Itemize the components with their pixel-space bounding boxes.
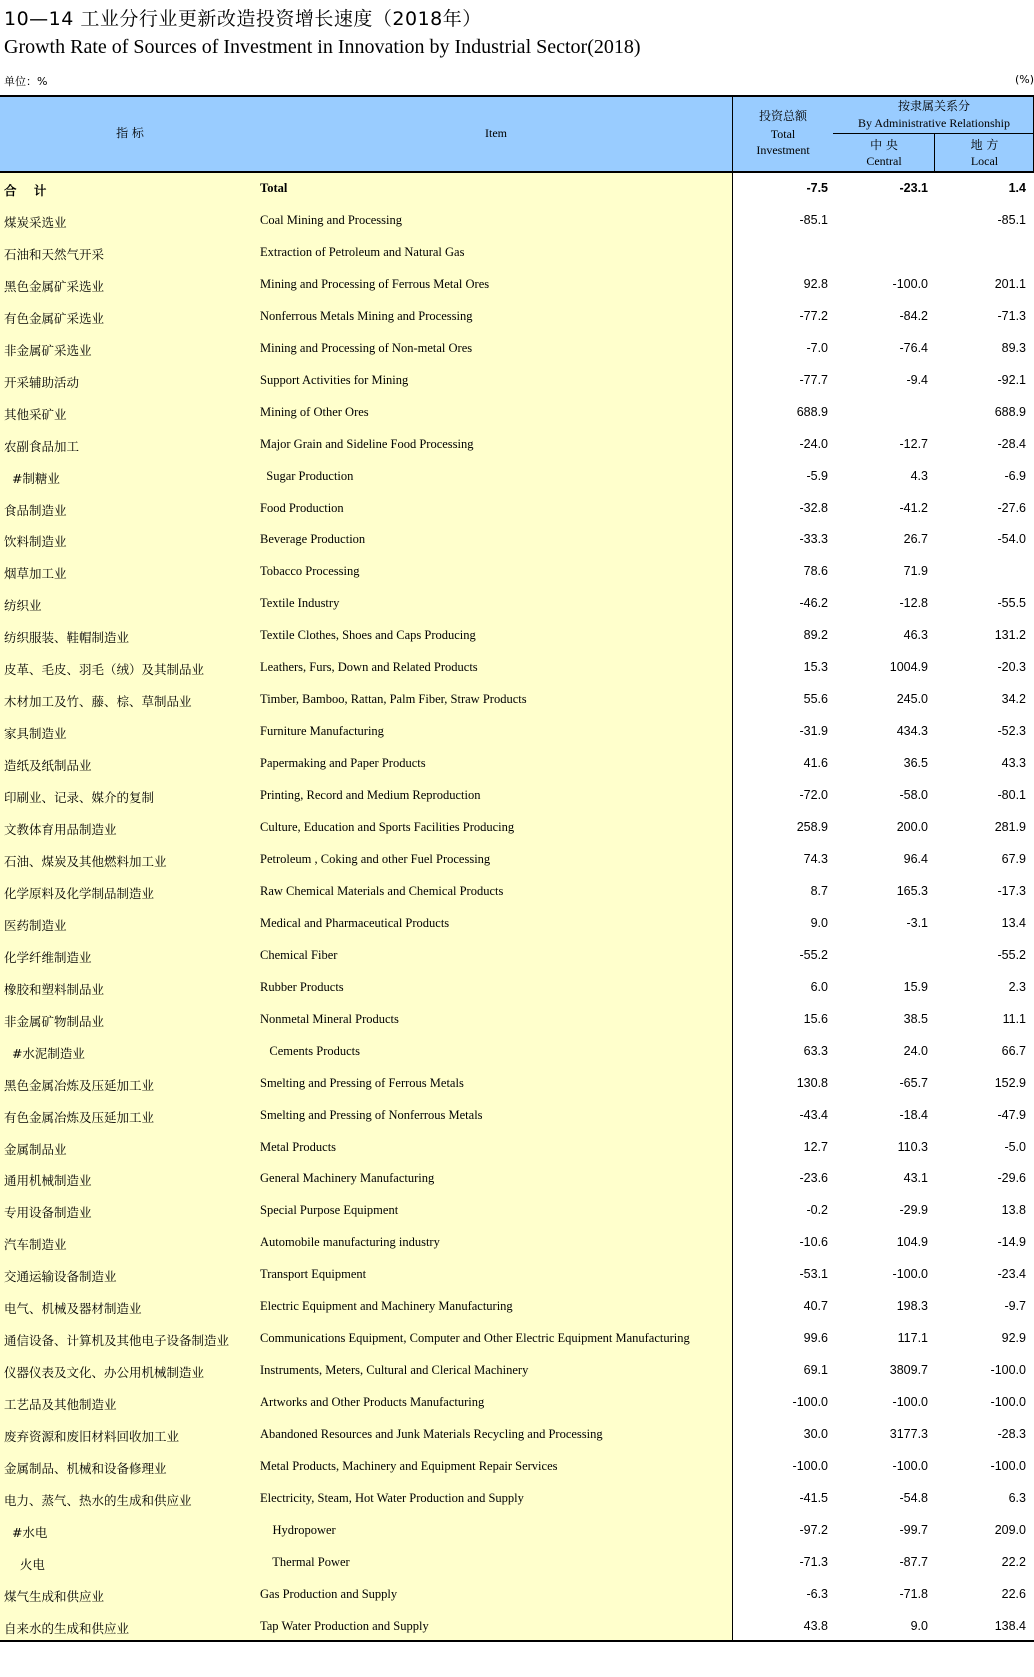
- table-row: [0, 1323, 1034, 1355]
- table-row: [0, 429, 1034, 461]
- row-label-en: Extraction of Petroleum and Natural Gas: [260, 244, 465, 259]
- table-row: [0, 1227, 1034, 1259]
- cell-total: -46.2: [799, 596, 828, 611]
- row-label-en: Textile Industry: [260, 596, 340, 611]
- row-label-en: Papermaking and Paper Products: [260, 756, 426, 771]
- cell-local: 67.9: [1001, 851, 1026, 866]
- cell-local: 13.4: [1001, 915, 1026, 930]
- cell-central: 9.0: [910, 1618, 928, 1633]
- table-row: [0, 461, 1034, 493]
- cell-central: 26.7: [903, 532, 928, 547]
- header-total-en2: Investment: [756, 143, 810, 157]
- cell-local: -92.1: [997, 372, 1026, 387]
- row-label-cn: 食品制造业: [4, 502, 67, 518]
- table-row: [0, 1387, 1034, 1419]
- cell-total: 40.7: [803, 1299, 828, 1314]
- cell-central: 46.3: [903, 628, 928, 643]
- unit-label: 单位：%: [4, 75, 48, 88]
- table-row: [0, 588, 1034, 620]
- row-label-cn: #水电: [4, 1524, 48, 1540]
- cell-total: 15.6: [803, 1011, 828, 1026]
- page-title-cn: 10—14 工业分行业更新改造投资增长速度（2018年）: [4, 8, 482, 30]
- row-label-en: Metal Products: [260, 1139, 337, 1154]
- cell-local: -14.9: [997, 1235, 1026, 1250]
- cell-local: -5.0: [1004, 1139, 1026, 1154]
- cell-local: 2.3: [1008, 979, 1026, 994]
- row-label-cn: 医药制造业: [4, 917, 67, 933]
- row-label-en: Support Activities for Mining: [260, 372, 409, 387]
- cell-central: -18.4: [899, 1107, 928, 1122]
- total-row: [0, 173, 1034, 205]
- header-local-cn: 地 方: [970, 138, 999, 152]
- table-row: [0, 1036, 1034, 1068]
- row-label-cn: 烟草加工业: [4, 566, 67, 582]
- row-label-cn: 有色金属冶炼及压延加工业: [4, 1109, 155, 1125]
- table-row: [0, 493, 1034, 525]
- row-label-cn: 金属制品业: [4, 1141, 67, 1157]
- cell-local: -100.0: [990, 1459, 1026, 1473]
- header-central-en: Central: [866, 154, 902, 168]
- cell-central: -54.8: [899, 1490, 928, 1505]
- cell-total: -85.1: [799, 212, 828, 227]
- cell-central: -84.2: [899, 308, 928, 323]
- row-label-en: Thermal Power: [260, 1554, 350, 1569]
- cell-central: -99.7: [899, 1522, 928, 1537]
- cell-local: -23.4: [997, 1267, 1026, 1282]
- row-label-en: Timber, Bamboo, Rattan, Palm Fiber, Straw Products: [260, 692, 527, 707]
- table-row: [0, 1259, 1034, 1291]
- cell-total: -23.6: [799, 1171, 828, 1186]
- cell-total: -10.6: [799, 1235, 828, 1250]
- cell-local: -80.1: [997, 788, 1026, 803]
- row-label-cn: 黑色金属冶炼及压延加工业: [4, 1077, 155, 1093]
- cell-local: 281.9: [994, 820, 1026, 834]
- row-label-cn: 开采辅助活动: [4, 374, 80, 390]
- table-row: [0, 301, 1034, 333]
- row-label-en: Petroleum , Coking and other Fuel Processing: [260, 851, 491, 866]
- row-label-en: Hydropower: [260, 1522, 336, 1537]
- row-label-en: Mining and Processing of Non-metal Ores: [260, 340, 473, 355]
- cell-local: -17.3: [997, 883, 1026, 898]
- cell-total: 130.8: [796, 1075, 828, 1090]
- row-label-en: Total: [260, 181, 288, 195]
- cell-local: -100.0: [990, 1395, 1026, 1410]
- cell-total: -72.0: [799, 788, 828, 803]
- cell-central: 24.0: [903, 1043, 928, 1058]
- row-label-cn: 通信设备、计算机及其他电子设备制造业: [4, 1333, 230, 1349]
- cell-central: 15.9: [903, 979, 928, 994]
- cell-central: -3.1: [906, 915, 928, 930]
- table-row: [0, 780, 1034, 812]
- cell-total: -97.2: [799, 1522, 828, 1537]
- cell-local: 66.7: [1001, 1043, 1026, 1058]
- cell-local: 209.0: [994, 1522, 1026, 1537]
- row-label-en: Artworks and Other Products Manufacturing: [260, 1395, 485, 1410]
- row-label-cn: 化学原料及化学制品制造业: [4, 885, 155, 901]
- cell-total: -7.0: [806, 340, 828, 355]
- table-row: [0, 1451, 1034, 1483]
- cell-local: 6.3: [1008, 1490, 1026, 1505]
- table-row: [0, 748, 1034, 780]
- cell-local: 152.9: [994, 1075, 1026, 1090]
- table-row: [0, 1515, 1034, 1547]
- cell-local: -27.6: [997, 500, 1026, 515]
- row-label-en: Transport Equipment: [260, 1267, 367, 1282]
- table-row: [0, 397, 1034, 429]
- cell-central: -100.0: [892, 1395, 928, 1410]
- cell-central: -100.0: [892, 1459, 928, 1473]
- cell-local: 1.4: [1008, 181, 1026, 195]
- cell-total: -41.5: [799, 1490, 828, 1505]
- header-central-cn: 中 央: [870, 138, 898, 152]
- row-label-en: Medical and Pharmaceutical Products: [260, 915, 450, 930]
- cell-central: -29.9: [899, 1203, 928, 1218]
- row-label-en: Gas Production and Supply: [260, 1586, 398, 1601]
- table-row: [0, 1195, 1034, 1227]
- cell-local: -6.9: [1004, 468, 1026, 483]
- cell-total: -55.2: [799, 947, 828, 962]
- row-label-cn: 橡胶和塑料制品业: [4, 981, 105, 997]
- table-row: [0, 365, 1034, 397]
- row-label-cn: 合 计: [4, 183, 47, 198]
- cell-total: -6.3: [806, 1586, 828, 1601]
- table-row: [0, 1547, 1034, 1579]
- row-label-en: Culture, Education and Sports Facilities Producing: [260, 820, 515, 834]
- row-label-cn: 仪器仪表及文化、办公用机械制造业: [4, 1365, 205, 1381]
- table-row: [0, 1068, 1034, 1100]
- table-row: [0, 844, 1034, 876]
- cell-total: 92.8: [803, 276, 828, 291]
- cell-total: -43.4: [799, 1107, 828, 1122]
- cell-central: 43.1: [903, 1171, 928, 1186]
- cell-central: -100.0: [892, 1267, 928, 1282]
- row-label-en: Printing, Record and Medium Reproduction: [260, 788, 481, 803]
- cell-total: 6.0: [810, 979, 828, 994]
- cell-central: 96.4: [903, 851, 928, 866]
- cell-central: 117.1: [897, 1331, 928, 1346]
- cell-total: -31.9: [799, 724, 828, 739]
- header-total-cn: 投资总额: [758, 109, 807, 123]
- cell-central: 36.5: [903, 756, 928, 771]
- row-label-cn: 黑色金属矿采选业: [4, 278, 105, 294]
- row-label-cn: 文教体育用品制造业: [4, 822, 117, 837]
- row-label-en: Instruments, Meters, Cultural and Clerical Machinery: [260, 1363, 529, 1378]
- row-label-cn: #水泥制造业: [4, 1045, 85, 1061]
- cell-total: 258.9: [796, 820, 828, 834]
- table-row: [0, 812, 1034, 844]
- cell-total: -5.9: [806, 468, 828, 483]
- header-local-en: Local: [970, 154, 999, 168]
- cell-total: 30.0: [803, 1427, 828, 1442]
- cell-central: -76.4: [899, 340, 928, 355]
- cell-total: -7.5: [806, 181, 828, 195]
- cell-local: 13.8: [1001, 1203, 1026, 1218]
- cell-local: -52.3: [997, 724, 1026, 739]
- cell-local: -9.7: [1004, 1299, 1026, 1314]
- cell-central: 104.9: [896, 1235, 928, 1250]
- cell-local: 34.2: [1001, 692, 1026, 707]
- cell-local: 11.1: [1002, 1011, 1026, 1026]
- cell-total: 74.3: [803, 851, 828, 866]
- row-label-cn: 有色金属矿采选业: [4, 310, 105, 326]
- row-label-en: Food Production: [260, 500, 344, 515]
- cell-central: -12.8: [899, 596, 928, 611]
- cell-local: -55.5: [997, 596, 1026, 611]
- cell-total: -100.0: [792, 1459, 828, 1473]
- row-label-en: Cements Products: [260, 1043, 360, 1058]
- cell-total: 8.7: [810, 883, 828, 898]
- cell-local: -47.9: [997, 1107, 1026, 1122]
- table-row: [0, 1611, 1034, 1643]
- cell-total: -0.2: [806, 1203, 828, 1218]
- cell-local: -55.2: [997, 947, 1026, 962]
- row-label-cn: 煤气生成和供应业: [4, 1588, 105, 1604]
- cell-local: -28.4: [997, 436, 1026, 451]
- row-label-cn: 通用机械制造业: [4, 1173, 92, 1189]
- row-label-cn: 交通运输设备制造业: [4, 1269, 117, 1285]
- cell-local: -20.3: [997, 660, 1026, 675]
- cell-total: 63.3: [803, 1043, 828, 1058]
- cell-local: -28.3: [997, 1427, 1026, 1442]
- cell-central: -65.7: [899, 1075, 928, 1090]
- row-label-en: Electricity, Steam, Hot Water Production and Supply: [260, 1490, 524, 1505]
- cell-total: 43.8: [803, 1618, 828, 1633]
- cell-central: 4.3: [910, 468, 928, 483]
- table-row: [0, 1419, 1034, 1451]
- header-indicator: 指 标: [116, 126, 144, 140]
- cell-central: -100.0: [892, 276, 928, 291]
- row-label-cn: 纺织业: [4, 598, 42, 614]
- table-row: [0, 1355, 1034, 1387]
- table-row: [0, 269, 1034, 301]
- table-row: [0, 205, 1034, 237]
- row-label-en: Metal Products, Machinery and Equipment Repair Services: [260, 1459, 558, 1473]
- cell-local: 201.1: [994, 276, 1026, 291]
- row-label-cn: 造纸及纸制品业: [4, 758, 92, 774]
- table-row: [0, 716, 1034, 748]
- table-row: [0, 1483, 1034, 1515]
- table-row: [0, 556, 1034, 588]
- row-label-en: Abandoned Resources and Junk Materials Recycling and Processing: [260, 1427, 603, 1442]
- header-admin-cn: 按隶属关系分: [897, 99, 970, 113]
- cell-central: -58.0: [899, 788, 928, 803]
- row-label-en: Mining and Processing of Ferrous Metal Ores: [260, 276, 490, 291]
- header-subdivider: [833, 133, 1034, 134]
- row-label-en: Nonferrous Metals Mining and Processing: [260, 308, 473, 323]
- cell-local: -85.1: [997, 212, 1026, 227]
- row-label-en: Electric Equipment and Machinery Manufacturing: [260, 1299, 513, 1314]
- cell-total: -24.0: [799, 436, 828, 451]
- row-label-en: Nonmetal Mineral Products: [260, 1011, 399, 1026]
- cell-central: 38.5: [903, 1011, 928, 1026]
- cell-central: -9.4: [906, 372, 928, 387]
- row-label-en: Tap Water Production and Supply: [260, 1618, 429, 1633]
- table-row: [0, 908, 1034, 940]
- cell-local: 89.3: [1001, 340, 1026, 355]
- cell-local: 138.4: [994, 1618, 1026, 1633]
- row-label-cn: 废弃资源和废旧材料回收加工业: [4, 1429, 180, 1445]
- cell-local: -29.6: [997, 1171, 1026, 1186]
- row-label-en: Leathers, Furs, Down and Related Products: [260, 660, 478, 675]
- cell-local: 22.2: [1001, 1554, 1026, 1569]
- cell-central: 1004.9: [889, 660, 928, 675]
- table-row: [0, 524, 1034, 556]
- cell-total: 69.1: [803, 1363, 828, 1378]
- cell-total: -53.1: [799, 1267, 828, 1282]
- table-row: [0, 684, 1034, 716]
- cell-total: 41.6: [803, 756, 828, 771]
- cell-central: 434.3: [896, 724, 928, 739]
- cell-central: 71.9: [903, 564, 928, 579]
- row-label-en: Furniture Manufacturing: [260, 724, 384, 739]
- cell-total: 12.7: [803, 1139, 828, 1154]
- table-row: [0, 1004, 1034, 1036]
- row-label-cn: 工艺品及其他制造业: [4, 1397, 117, 1413]
- row-label-en: Textile Clothes, Shoes and Caps Producing: [260, 628, 476, 643]
- table-row: [0, 1579, 1034, 1611]
- row-label-cn: 化学纤维制造业: [4, 949, 92, 965]
- row-label-en: Rubber Products: [260, 979, 344, 994]
- row-label-cn: 饮料制造业: [4, 534, 67, 550]
- row-label-en: Smelting and Pressing of Ferrous Metals: [260, 1075, 464, 1090]
- cell-total: -71.3: [799, 1554, 828, 1569]
- table-row: [0, 1163, 1034, 1195]
- row-label-cn: 自来水的生成和供应业: [4, 1620, 130, 1636]
- table-row: [0, 620, 1034, 652]
- cell-local: 43.3: [1001, 756, 1026, 771]
- cell-central: -41.2: [899, 500, 928, 515]
- row-label-cn: 木材加工及竹、藤、棕、草制品业: [4, 694, 192, 710]
- row-label-cn: #制糖业: [4, 470, 60, 486]
- cell-central: -12.7: [899, 436, 928, 451]
- row-label-cn: 印刷业、记录、媒介的复制: [4, 790, 155, 806]
- cell-total: 15.3: [803, 660, 828, 675]
- table-row: [0, 940, 1034, 972]
- cell-local: 131.2: [994, 628, 1026, 643]
- row-label-en: Communications Equipment, Computer and Other Electric Equipment Manufacturing: [260, 1331, 690, 1346]
- row-label-cn: 石油和天然气开采: [4, 246, 105, 262]
- cell-total: -77.7: [799, 372, 828, 387]
- table-row: [0, 1132, 1034, 1164]
- row-label-cn: 电力、蒸气、热水的生成和供应业: [4, 1492, 192, 1508]
- table-row: [0, 1291, 1034, 1323]
- cell-total: 99.6: [803, 1331, 828, 1346]
- cell-total: 55.6: [803, 692, 828, 707]
- table-row: [0, 972, 1034, 1004]
- row-label-en: Raw Chemical Materials and Chemical Products: [260, 883, 504, 898]
- cell-central: 198.3: [896, 1299, 928, 1314]
- row-label-cn: 汽车制造业: [4, 1237, 67, 1253]
- cell-central: 3809.7: [889, 1363, 928, 1378]
- row-label-en: Special Purpose Equipment: [260, 1203, 399, 1218]
- row-label-cn: 家具制造业: [4, 726, 67, 742]
- cell-total: 89.2: [803, 628, 828, 643]
- row-label-en: Coal Mining and Processing: [260, 212, 403, 227]
- cell-local: -71.3: [997, 308, 1026, 323]
- page-title-en: Growth Rate of Sources of Investment in Innovation by Industrial Sector(2018): [4, 36, 641, 58]
- row-label-en: Mining of Other Ores: [260, 404, 369, 419]
- cell-central: 3177.3: [889, 1427, 928, 1442]
- row-label-cn: 纺织服装、鞋帽制造业: [4, 630, 130, 646]
- cell-local: -54.0: [997, 532, 1026, 547]
- row-label-cn: 煤炭采选业: [4, 214, 67, 230]
- row-label-en: Smelting and Pressing of Nonferrous Metals: [260, 1107, 483, 1122]
- cell-central: 245.0: [896, 692, 928, 707]
- table-row: [0, 652, 1034, 684]
- cell-central: 165.3: [896, 883, 928, 898]
- row-label-cn: 非金属矿采选业: [4, 342, 92, 358]
- row-label-cn: 金属制品、机械和设备修理业: [4, 1461, 167, 1476]
- row-label-en: Chemical Fiber: [260, 947, 338, 962]
- header-admin-en: By Administrative Relationship: [858, 116, 1010, 130]
- header-item: Item: [485, 126, 507, 140]
- row-label-cn: 非金属矿物制品业: [4, 1013, 105, 1029]
- unit-label-en: (%): [1014, 73, 1034, 86]
- table-row: [0, 876, 1034, 908]
- row-label-en: Beverage Production: [260, 532, 366, 547]
- cell-local: 22.6: [1001, 1586, 1026, 1601]
- cell-total: -32.8: [799, 500, 828, 515]
- cell-central: -23.1: [899, 181, 928, 195]
- row-label-cn: 火电: [4, 1556, 45, 1572]
- row-label-cn: 石油、煤炭及其他燃料加工业: [4, 853, 167, 869]
- cell-local: 92.9: [1001, 1331, 1026, 1346]
- row-label-cn: 皮革、毛皮、羽毛（绒）及其制品业: [4, 662, 205, 678]
- cell-total: -77.2: [799, 308, 828, 323]
- cell-central: -87.7: [899, 1554, 928, 1569]
- cell-local: -100.0: [990, 1363, 1026, 1378]
- row-label-cn: 农副食品加工: [4, 438, 80, 454]
- cell-central: 110.3: [897, 1139, 928, 1154]
- row-label-cn: 其他采矿业: [4, 406, 67, 422]
- table-bottom-rule: [0, 1640, 1034, 1642]
- row-label-en: Automobile manufacturing industry: [260, 1235, 440, 1250]
- row-label-cn: 专用设备制造业: [4, 1205, 92, 1221]
- cell-total: -100.0: [792, 1395, 828, 1410]
- cell-total: 78.6: [803, 564, 828, 579]
- table-row: [0, 333, 1034, 365]
- cell-total: 9.0: [810, 915, 828, 930]
- cell-central: -71.8: [899, 1586, 928, 1601]
- row-label-en: General Machinery Manufacturing: [260, 1171, 435, 1186]
- row-label-en: Tobacco Processing: [260, 564, 360, 579]
- table-row: [0, 237, 1034, 269]
- cell-total: 688.9: [796, 404, 828, 419]
- column-divider-local: [934, 133, 935, 173]
- cell-total: -33.3: [799, 532, 828, 547]
- cell-local: 688.9: [994, 404, 1026, 419]
- row-label-en: Sugar Production: [260, 468, 354, 483]
- row-label-en: Major Grain and Sideline Food Processing: [260, 436, 474, 451]
- cell-central: 200.0: [896, 820, 928, 834]
- table-row: [0, 1100, 1034, 1132]
- row-label-cn: 电气、机械及器材制造业: [4, 1301, 142, 1317]
- header-total-en: Total: [770, 127, 796, 141]
